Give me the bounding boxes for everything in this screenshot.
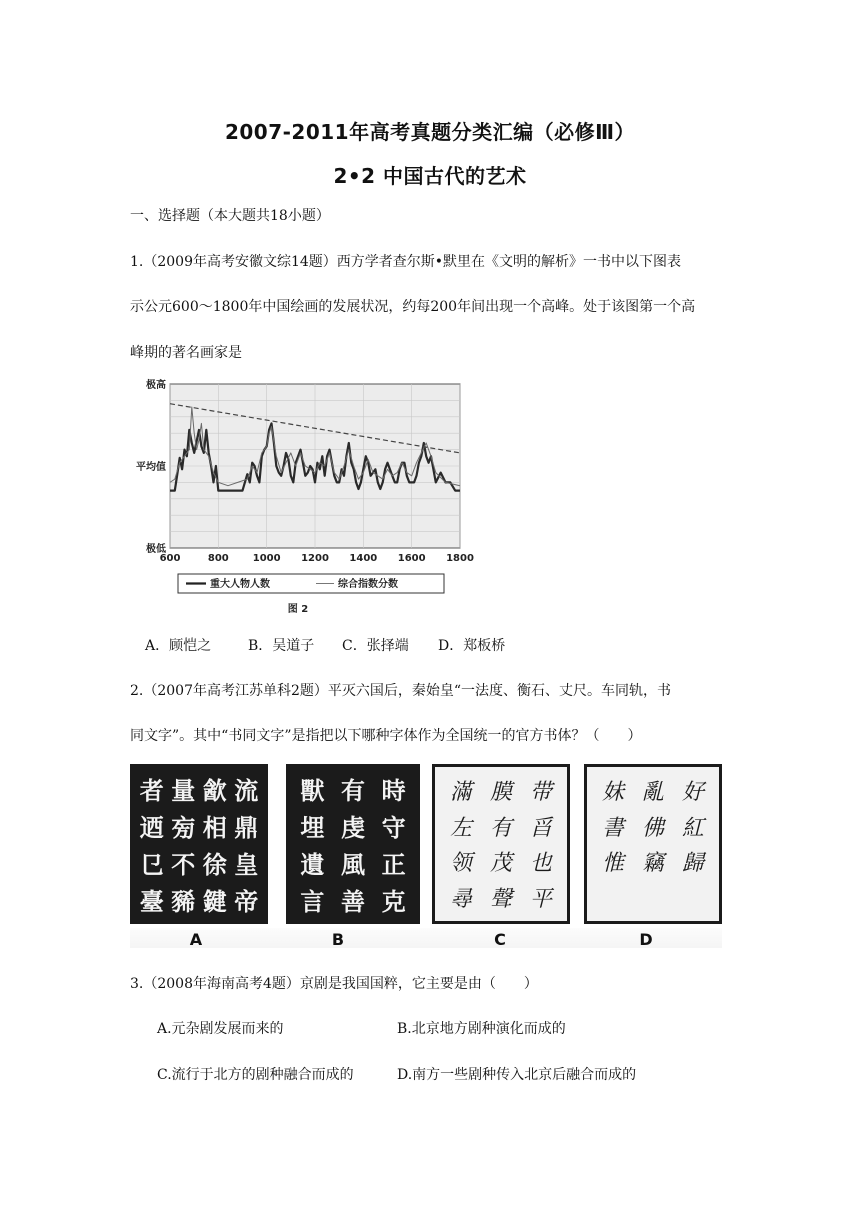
question-1-line-3: 峰期的著名画家是 — [130, 345, 242, 361]
question-1-option-d: D．郑板桥 — [438, 638, 506, 654]
calligraphy-glyph: 领 — [449, 851, 472, 877]
question-3-line-1: 3.（2008年海南高考4题）京剧是我国国粹，它主要是由（ ） — [130, 976, 538, 992]
calligraphy-glyph: 鍵 — [202, 887, 227, 916]
calligraphy-glyph: 豨 — [171, 887, 196, 916]
calligraphy-glyph: 流 — [234, 776, 259, 805]
image-label-d: D — [639, 930, 653, 949]
calligraphy-glyph: 㔾 — [139, 850, 164, 879]
chart-legend-label: 重大人物人数 — [210, 579, 270, 590]
chart-figure — [128, 376, 474, 618]
calligraphy-glyph: 惟 — [601, 851, 624, 877]
image-label-b: B — [331, 930, 345, 949]
calligraphy-glyph: 妹 — [601, 780, 624, 806]
page-title: 2007-2011年高考真题分类汇编（必修Ⅲ） — [224, 120, 636, 144]
page-subtitle: 2•2 中国古代的艺术 — [333, 164, 527, 188]
calligraphy-glyph: 好 — [681, 780, 704, 806]
calligraphy-image-c — [432, 764, 570, 924]
calligraphy-glyph: 虔 — [340, 813, 365, 842]
chart-legend-label: 综合指数分数 — [338, 579, 398, 590]
chart-x-tick-label: 1600 — [397, 553, 426, 564]
chart-x-tick-label: 600 — [159, 553, 181, 564]
question-3-option-c: C.流行于北方的剧种融合而成的 — [157, 1067, 354, 1083]
question-1-line-1: 1.（2009年高考安徽文综14题）西方学者查尔斯•默里在《文明的解析》一书中以下图表 — [130, 254, 682, 270]
calligraphy-glyph: 竊 — [641, 851, 664, 877]
calligraphy-glyph: 風 — [340, 850, 365, 879]
calligraphy-glyph: 言 — [300, 887, 325, 916]
question-1-option-b: B．吴道子 — [248, 638, 315, 654]
calligraphy-glyph: 正 — [381, 850, 406, 879]
calligraphy-glyph: 佛 — [641, 815, 664, 841]
calligraphy-glyph: 書 — [601, 815, 624, 841]
chart-x-tick-label: 800 — [207, 553, 229, 564]
calligraphy-glyph: 滿 — [449, 780, 472, 806]
chart-x-tick-label: 1400 — [349, 553, 378, 564]
calligraphy-glyph: 聲 — [489, 886, 512, 912]
calligraphy-glyph: 亂 — [641, 780, 664, 806]
calligraphy-glyph: 量 — [171, 776, 196, 805]
chart-caption: 图 2 — [287, 604, 309, 615]
section-heading: 一、选择题（本大题共18小题） — [130, 208, 330, 224]
chart-plot-area — [170, 384, 460, 548]
calligraphy-image-b — [286, 764, 420, 924]
calligraphy-glyph: 埋 — [300, 813, 325, 842]
chart-legend — [178, 574, 444, 593]
calligraphy-glyph: 茂 — [489, 851, 512, 877]
calligraphy-glyph: 㸓 — [529, 815, 552, 841]
calligraphy-glyph: 平 — [529, 886, 552, 912]
question-1-option-c: C．张择端 — [342, 638, 409, 654]
calligraphy-glyph: 膜 — [489, 780, 512, 806]
calligraphy-glyph: 帝 — [234, 887, 259, 916]
calligraphy-glyph: 迺 — [139, 813, 164, 842]
calligraphy-glyph: 遺 — [300, 850, 325, 879]
calligraphy-glyph: 尋 — [449, 886, 472, 912]
calligraphy-glyph: 守 — [381, 813, 406, 842]
question-3-option-d: D.南方一些剧种传入北京后融合而成的 — [397, 1067, 637, 1083]
calligraphy-glyph: 相 — [202, 813, 227, 842]
calligraphy-glyph: 带 — [529, 780, 552, 806]
image-label-a: A — [189, 930, 203, 949]
calligraphy-glyph: 鼎 — [234, 813, 259, 842]
calligraphy-image-a — [130, 764, 268, 924]
calligraphy-glyph: 㫄 — [171, 813, 196, 842]
calligraphy-glyph: 紅 — [681, 815, 704, 841]
chart-y-tick-label: 极低 — [146, 544, 166, 555]
calligraphy-glyph: 臺 — [139, 887, 164, 916]
calligraphy-glyph: 者 — [139, 776, 164, 805]
calligraphy-glyph: 徐 — [202, 850, 227, 879]
calligraphy-glyph: 善 — [340, 887, 365, 916]
calligraphy-glyph: 克 — [381, 887, 406, 916]
calligraphy-glyph: 時 — [381, 776, 406, 805]
chart-y-tick-label: 平均值 — [136, 462, 166, 473]
question-2-line-2: 同文字”。其中“书同文字”是指把以下哪种字体作为全国统一的官方书体？（ ） — [130, 728, 642, 744]
calligraphy-glyph: 也 — [529, 851, 552, 877]
question-2-line-1: 2.（2007年高考江苏单科2题）平灭六国后，秦始皇“一法度、衡石、丈尺。车同轨，书 — [130, 683, 672, 699]
chart-svg — [128, 376, 474, 618]
question-1-line-2: 示公元600～1800年中国绘画的发展状况，约每200年间出现一个高峰。处于该图第一个高 — [130, 299, 696, 315]
calligraphy-glyph: 有 — [340, 776, 365, 805]
image-label-c: C — [494, 930, 506, 949]
calligraphy-glyph: 皇 — [234, 850, 259, 879]
chart-x-tick-label: 1800 — [446, 553, 474, 564]
calligraphy-glyph: 㱃 — [202, 776, 227, 805]
question-3-option-a: A.元杂剧发展而来的 — [157, 1021, 284, 1037]
calligraphy-glyph: 有 — [489, 815, 512, 841]
chart-x-tick-label: 1200 — [301, 553, 329, 564]
calligraphy-glyph: 獸 — [300, 776, 325, 805]
calligraphy-glyph: 歸 — [681, 851, 704, 877]
calligraphy-glyph: 左 — [449, 815, 472, 841]
question-1-option-a: A．顾恺之 — [145, 638, 212, 654]
calligraphy-glyph: 不 — [171, 850, 196, 879]
question-3-option-b: B.北京地方剧种演化而成的 — [397, 1021, 566, 1037]
chart-x-tick-label: 1000 — [252, 553, 281, 564]
chart-y-tick-label: 极高 — [146, 380, 166, 391]
calligraphy-image-d — [584, 764, 722, 924]
